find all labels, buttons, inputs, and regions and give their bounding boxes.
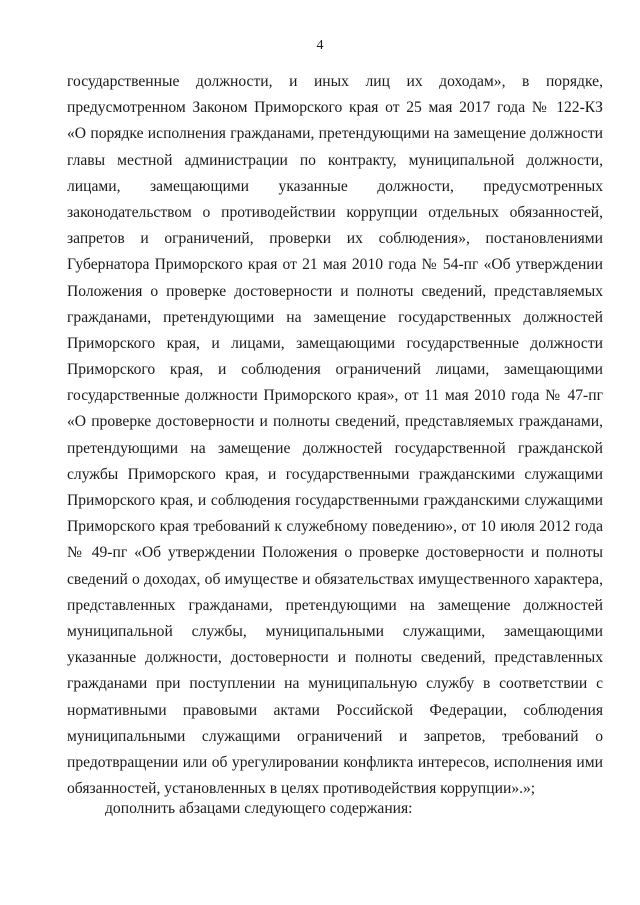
text-line: гражданами при поступлении на муниципальную службу в соответствии с bbox=[67, 675, 603, 693]
text-line: Приморского края, и лицами, замещающими государственные должности bbox=[67, 334, 603, 352]
text-line: муниципальной службы, муниципальными служащими, замещающими bbox=[67, 622, 603, 640]
text-line: № 49-пг «Об утверждении Положения о проверке достоверности и полноты bbox=[67, 544, 603, 562]
text-line: указанные должности, достоверности и полноты сведений, представленных bbox=[67, 649, 603, 667]
text-line: претендующими на замещение должностей государственной гражданской bbox=[67, 439, 603, 457]
text-line: муниципальными служащими ограничений и запретов, требований о bbox=[67, 727, 603, 745]
page-number: 4 bbox=[316, 38, 324, 53]
text-line: лицами, замещающими указанные должности, предусмотренных bbox=[67, 177, 603, 195]
text-line: государственные должности Приморского края», от 11 мая 2010 года № 47-пг bbox=[67, 387, 603, 405]
text-line: «О порядке исполнения гражданами, претендующими на замещение должности bbox=[67, 125, 603, 143]
text-line: государственные должности, и иных лиц их доходам», в порядке, bbox=[67, 73, 603, 90]
text-line: Приморского края, и соблюдения государственными гражданскими служащими bbox=[67, 492, 603, 509]
text-line: запретов и ограничений, проверки их соблюдения», постановлениями bbox=[67, 230, 603, 248]
text-line: гражданами, претендующими на замещение государственных должностей bbox=[67, 308, 603, 326]
text-line: предотвращении или об урегулировании конфликта интересов, исполнения ими bbox=[67, 753, 603, 771]
text-line: обязанностей, установленных в целях противодействия коррупции».»; bbox=[67, 780, 536, 798]
text-line: Положения о проверке достоверности и полноты сведений, представляемых bbox=[67, 282, 603, 300]
text-line: сведений о доходах, об имуществе и обязательствах имущественного характера, bbox=[67, 570, 603, 588]
body-text bbox=[67, 69, 603, 802]
text-line: главы местной администрации по контракту, муниципальной должности, bbox=[67, 151, 603, 169]
text-line: предусмотренном Законом Приморского края от 25 мая 2017 года № 122-КЗ bbox=[67, 99, 603, 117]
text-line: представленных гражданами, претендующими на замещение должностей bbox=[67, 596, 603, 614]
text-line: нормативными правовыми актами Российской Федерации, соблюдения bbox=[67, 701, 603, 719]
text-line: Приморского края, и соблюдения ограничений лицами, замещающими bbox=[67, 361, 603, 379]
text-line: «О проверке достоверности и полноты сведений, представляемых гражданами, bbox=[67, 413, 603, 431]
text-line: законодательством о противодействии коррупции отдельных обязанностей, bbox=[67, 203, 603, 221]
text-line: службы Приморского края, и государственными гражданскими служащими bbox=[67, 465, 603, 483]
text-line: Губернатора Приморского края от 21 мая 2010 года № 54-пг «Об утверждении bbox=[67, 256, 603, 274]
text-line: Приморского края требований к служебному поведению», от 10 июля 2012 года bbox=[67, 518, 603, 536]
closing-paragraph: дополнить абзацами следующего содержания: bbox=[105, 800, 413, 817]
